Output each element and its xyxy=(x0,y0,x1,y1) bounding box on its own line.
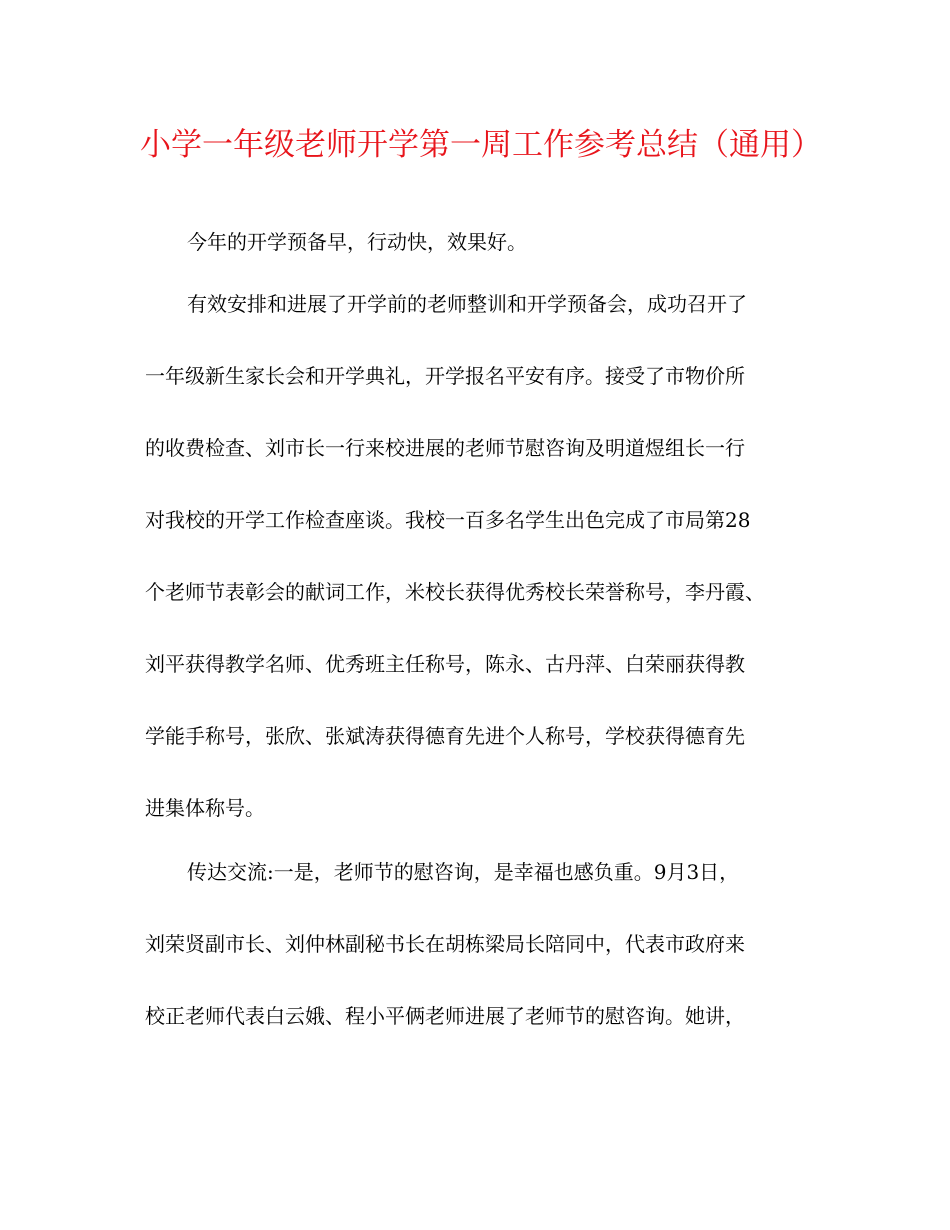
paragraph-line-2: 有效安排和进展了开学前的老师整训和开学预备会，成功召开了 xyxy=(187,292,747,316)
paragraph-line-12: 校正老师代表白云娥、程小平俩老师进展了老师节的慰咨询。她讲， xyxy=(145,1004,745,1028)
paragraph-line-9: 进集体称号。 xyxy=(145,796,265,820)
paragraph-line-4: 的收费检查、刘市长一行来校进展的老师节慰咨询及明道煜组长一行 xyxy=(145,436,745,460)
paragraph-line-6: 个老师节表彰会的献词工作，米校长获得优秀校长荣誉称号，李丹霞、 xyxy=(145,580,765,604)
paragraph-line-10: 传达交流:一是，老师节的慰咨询，是幸福也感负重。9月3日， xyxy=(187,860,740,884)
document-title: 小学一年级老师开学第一周工作参考总结（通用） xyxy=(140,127,822,163)
paragraph-line-11: 刘荣贤副市长、刘仲林副秘书长在胡栋梁局长陪同中，代表市政府来 xyxy=(145,932,745,956)
paragraph-line-1: 今年的开学预备早，行动快，效果好。 xyxy=(187,230,527,254)
paragraph-line-5: 对我校的开学工作检查座谈。我校一百多名学生出色完成了市局第28 xyxy=(145,508,751,532)
paragraph-line-8: 学能手称号，张欣、张斌涛获得德育先进个人称号，学校获得德育先 xyxy=(145,724,745,748)
paragraph-line-7: 刘平获得教学名师、优秀班主任称号，陈永、古丹萍、白荣丽获得教 xyxy=(145,652,745,676)
paragraph-line-3: 一年级新生家长会和开学典礼，开学报名平安有序。接受了市物价所 xyxy=(145,364,745,388)
